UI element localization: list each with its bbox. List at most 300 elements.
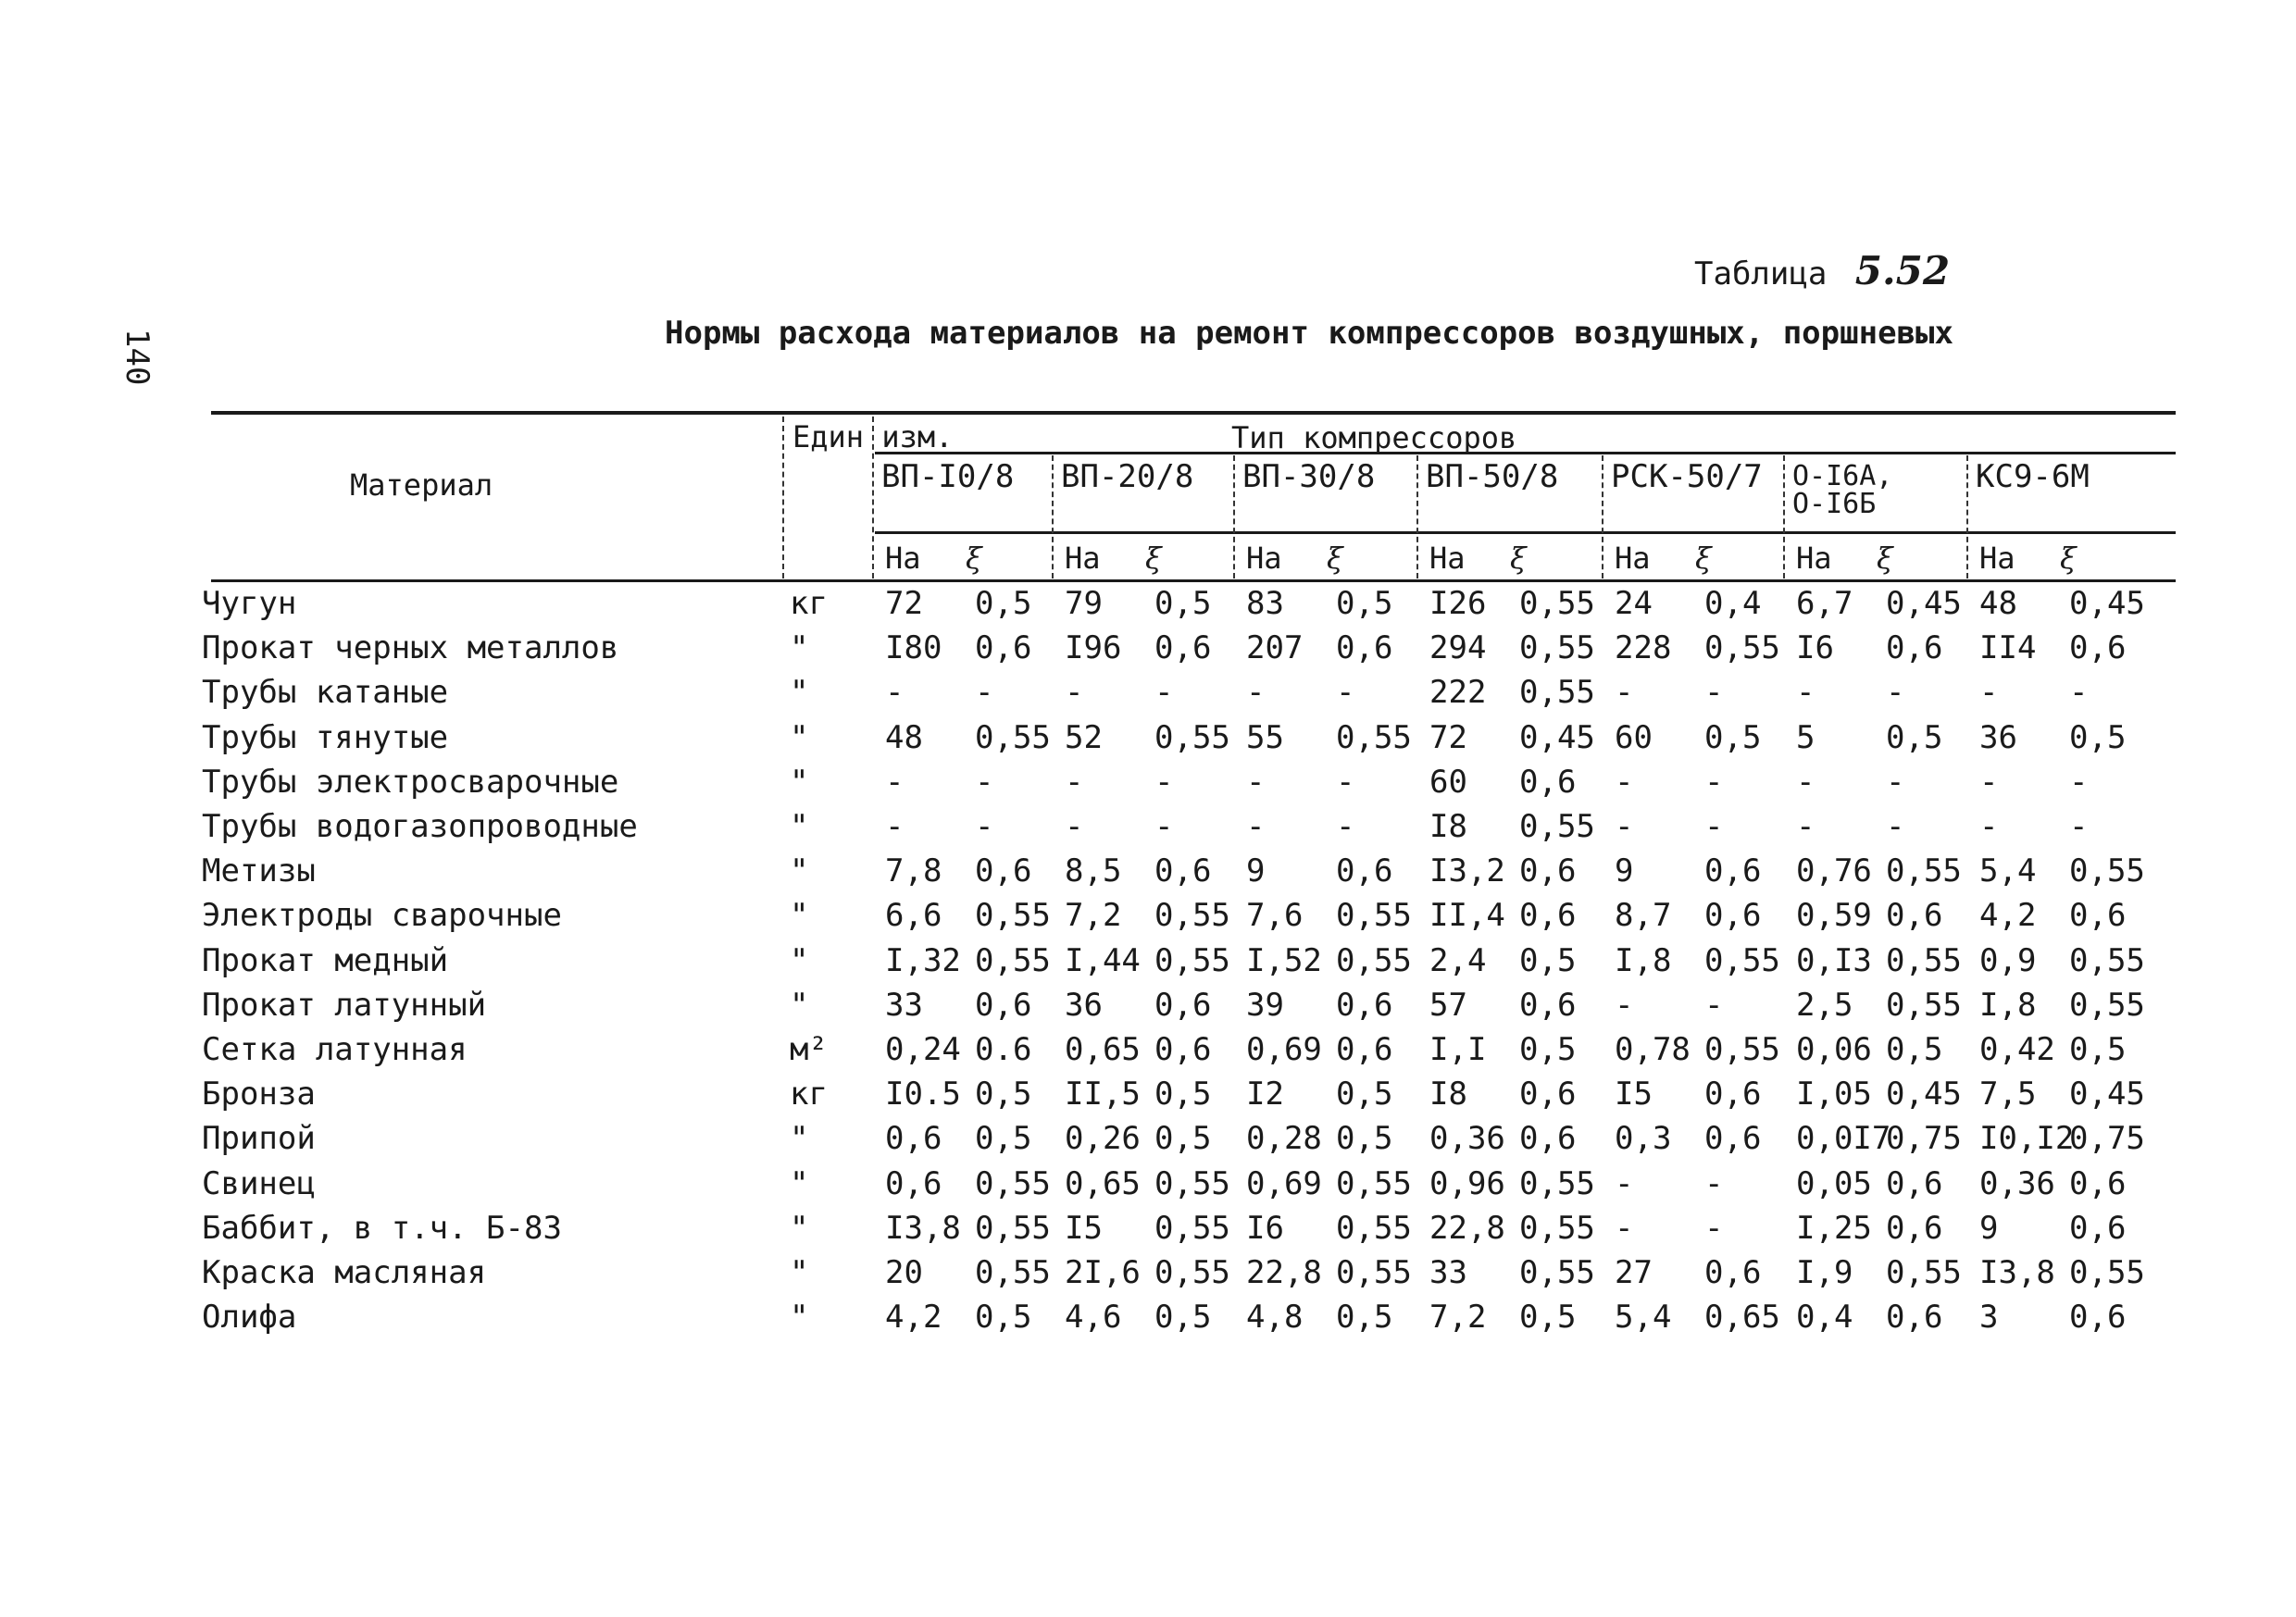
table-row — [0, 585, 2296, 629]
xi-value-cell: 0,6 — [1519, 986, 1577, 1024]
na-value-cell: 72 — [885, 585, 923, 622]
xi-value-cell: 0,6 — [1704, 1076, 1762, 1113]
xi-value-cell: 0,5 — [1154, 1299, 1212, 1337]
xi-value-cell: 0,6 — [1154, 1031, 1212, 1068]
na-value-cell: 7,8 — [885, 852, 942, 890]
xi-value-cell: 0,55 — [2069, 852, 2145, 890]
xi-value-cell: 0,6 — [1886, 1209, 1943, 1247]
na-value-cell: - — [1615, 674, 1634, 712]
na-value-cell: I6 — [1246, 1209, 1284, 1247]
na-value-cell: - — [1065, 674, 1084, 712]
xi-value-cell: 0,6 — [1336, 1031, 1393, 1068]
xi-value-cell: - — [975, 808, 994, 845]
na-value-cell: 4,2 — [1979, 897, 2037, 935]
xi-value-cell: 0,55 — [975, 1209, 1051, 1247]
material-cell: Трубы электросварочные — [202, 763, 619, 801]
na-value-cell: 0,28 — [1246, 1120, 1322, 1158]
na-value-cell: 55 — [1246, 718, 1284, 756]
unit-cell: " — [790, 763, 809, 801]
table-row — [0, 942, 2296, 987]
na-value-cell: 0,76 — [1796, 852, 1872, 890]
material-cell: Прокат черных металлов — [202, 629, 619, 667]
sub-header-xi: ξ — [1327, 541, 1343, 576]
xi-value-cell: 0,55 — [1336, 1209, 1412, 1247]
xi-value-cell: - — [1704, 1164, 1724, 1202]
xi-value-cell: - — [1886, 808, 1905, 845]
xi-value-cell: 0,45 — [2069, 585, 2145, 622]
na-value-cell: 36 — [1979, 718, 2017, 756]
xi-value-cell: 0,6 — [1154, 629, 1212, 667]
xi-value-cell: - — [1154, 674, 1174, 712]
compressor-header: О-I6А, О-I6Б — [1792, 460, 1893, 520]
xi-value-cell: 0,5 — [1336, 1120, 1393, 1158]
na-value-cell: 9 — [1979, 1209, 1999, 1247]
na-value-cell: - — [1065, 763, 1084, 801]
xi-value-cell: 0,55 — [1154, 897, 1230, 935]
na-value-cell: I6 — [1796, 629, 1834, 667]
na-value-cell: 0,36 — [1429, 1120, 1505, 1158]
xi-value-cell: 0,55 — [1519, 629, 1595, 667]
na-value-cell: 27 — [1615, 1254, 1653, 1291]
xi-value-cell: 0,5 — [1336, 585, 1393, 622]
xi-value-cell: 0,55 — [975, 1164, 1051, 1202]
xi-value-cell: - — [1886, 674, 1905, 712]
xi-value-cell: 0,5 — [2069, 1031, 2127, 1068]
xi-value-cell: 0,6 — [1519, 852, 1577, 890]
xi-value-cell: 0,5 — [1519, 1299, 1577, 1337]
na-value-cell: - — [1246, 808, 1266, 845]
na-value-cell: - — [1796, 763, 1816, 801]
xi-value-cell: 0,5 — [1886, 718, 1943, 756]
unit-cell: " — [790, 1254, 809, 1291]
xi-value-cell: - — [1704, 763, 1724, 801]
xi-value-cell: - — [1704, 808, 1724, 845]
na-value-cell: - — [1615, 808, 1634, 845]
xi-value-cell: 0,6 — [1519, 1120, 1577, 1158]
na-value-cell: 0,6 — [885, 1164, 942, 1202]
xi-value-cell: 0,6 — [2069, 897, 2127, 935]
xi-value-cell: 0,55 — [1704, 629, 1780, 667]
xi-value-cell: 0,6 — [1886, 1299, 1943, 1337]
xi-value-cell: - — [1336, 763, 1355, 801]
xi-value-cell: 0,6 — [1886, 897, 1943, 935]
table-row — [0, 719, 2296, 764]
na-value-cell: - — [1979, 763, 1999, 801]
xi-value-cell: 0,55 — [1336, 1164, 1412, 1202]
material-cell: Припой — [202, 1120, 316, 1158]
xi-value-cell: - — [2069, 808, 2089, 845]
xi-value-cell: 0,55 — [1154, 1209, 1230, 1247]
xi-value-cell: - — [2069, 674, 2089, 712]
na-value-cell: 8,7 — [1615, 897, 1672, 935]
na-value-cell: 33 — [885, 986, 923, 1024]
material-cell: Трубы тянутые — [202, 718, 449, 756]
xi-value-cell: 0,55 — [1886, 986, 1962, 1024]
xi-value-cell: 0,55 — [1336, 941, 1412, 979]
na-value-cell: I,52 — [1246, 941, 1322, 979]
xi-value-cell: 0,5 — [1154, 1076, 1212, 1113]
sub-header-na: На — [885, 541, 921, 576]
material-cell: Метизы — [202, 852, 316, 890]
xi-value-cell: 0,55 — [975, 718, 1051, 756]
xi-value-cell: 0,6 — [1886, 1164, 1943, 1202]
na-value-cell: - — [1796, 808, 1816, 845]
na-value-cell: I0.5 — [885, 1076, 961, 1113]
xi-value-cell: - — [1886, 763, 1905, 801]
sub-header-xi: ξ — [1145, 541, 1162, 576]
unit-cell: " — [790, 941, 809, 979]
sub-header-xi: ξ — [1695, 541, 1712, 576]
xi-value-cell: 0,55 — [1519, 1164, 1595, 1202]
table-header-rule — [211, 579, 2176, 582]
na-value-cell: 0,06 — [1796, 1031, 1872, 1068]
sub-header-na: На — [1429, 541, 1466, 576]
na-value-cell: 9 — [1246, 852, 1266, 890]
na-value-cell: I0,I2 — [1979, 1120, 2075, 1158]
xi-value-cell: 0,6 — [975, 629, 1032, 667]
sub-header-na: На — [1979, 541, 2015, 576]
xi-value-cell: 0,5 — [975, 585, 1032, 622]
unit-cell: " — [790, 1299, 809, 1337]
xi-value-cell: 0,75 — [1886, 1120, 1962, 1158]
xi-value-cell: 0,5 — [1336, 1299, 1393, 1337]
na-value-cell: - — [1246, 674, 1266, 712]
na-value-cell: I5 — [1065, 1209, 1103, 1247]
unit-cell: " — [790, 1164, 809, 1202]
compressor-header: ВП-20/8 — [1061, 458, 1194, 495]
unit-column-divider — [782, 417, 784, 578]
xi-value-cell: 0,6 — [1519, 763, 1577, 801]
sub-header-xi: ξ — [1510, 541, 1527, 576]
xi-value-cell: - — [1154, 763, 1174, 801]
na-value-cell: 0,42 — [1979, 1031, 2055, 1068]
na-value-cell: 0,78 — [1615, 1031, 1691, 1068]
xi-value-cell: 0,5 — [1519, 1031, 1577, 1068]
xi-value-cell: 0,55 — [1886, 1254, 1962, 1291]
xi-value-cell: 0,5 — [1704, 718, 1762, 756]
xi-value-cell: 0,55 — [1154, 1254, 1230, 1291]
xi-value-cell: 0,55 — [1519, 1254, 1595, 1291]
group-divider — [1233, 455, 1235, 578]
na-value-cell: 0,I3 — [1796, 941, 1872, 979]
na-value-cell: 24 — [1615, 585, 1653, 622]
na-value-cell: 22,8 — [1429, 1209, 1505, 1247]
xi-value-cell: 0,55 — [1154, 941, 1230, 979]
xi-value-cell: 0,6 — [1336, 629, 1393, 667]
na-value-cell: 5,4 — [1979, 852, 2037, 890]
na-value-cell: - — [885, 808, 905, 845]
material-cell: Баббит, в т.ч. Б-83 — [202, 1209, 562, 1247]
xi-value-cell: 0,5 — [975, 1299, 1032, 1337]
xi-value-cell: 0,6 — [1519, 1076, 1577, 1113]
xi-value-cell: - — [975, 674, 994, 712]
xi-value-cell: - — [1336, 674, 1355, 712]
na-value-cell: 60 — [1615, 718, 1653, 756]
na-value-cell: 5 — [1796, 718, 1816, 756]
sub-header-xi: ξ — [2060, 541, 2077, 576]
table-label — [1694, 248, 1950, 293]
xi-value-cell: 0,5 — [2069, 718, 2127, 756]
xi-value-cell: 0,55 — [1519, 808, 1595, 845]
na-value-cell: - — [1979, 808, 1999, 845]
xi-value-cell: 0,55 — [1704, 941, 1780, 979]
na-value-cell: I5 — [1615, 1076, 1653, 1113]
xi-value-cell: 0,5 — [1519, 941, 1577, 979]
material-cell: Чугун — [202, 585, 297, 622]
sub-header-xi: ξ — [966, 541, 982, 576]
na-value-cell: 4,8 — [1246, 1299, 1304, 1337]
sub-header-na: На — [1615, 541, 1651, 576]
unit-cell: кг — [790, 585, 828, 622]
na-value-cell: I3,8 — [885, 1209, 961, 1247]
table-row — [0, 629, 2296, 674]
table-label-text: Таблица — [1694, 255, 1828, 292]
na-value-cell: I,25 — [1796, 1209, 1872, 1247]
xi-value-cell: 0,6 — [1519, 897, 1577, 935]
unit-cell: " — [790, 674, 809, 712]
xi-value-cell: 0,6 — [1704, 897, 1762, 935]
unit-cell: " — [790, 718, 809, 756]
xi-value-cell: 0,55 — [1704, 1031, 1780, 1068]
table-top-rule — [211, 411, 2176, 415]
xi-value-cell: 0,6 — [2069, 1299, 2127, 1337]
table-row — [0, 764, 2296, 808]
table-row — [0, 1299, 2296, 1343]
na-value-cell: II,5 — [1065, 1076, 1141, 1113]
compressor-header: ВП-50/8 — [1426, 458, 1559, 495]
xi-value-cell: 0,55 — [1336, 897, 1412, 935]
xi-value-cell: 0,45 — [1519, 718, 1595, 756]
xi-value-cell: 0,55 — [2069, 986, 2145, 1024]
xi-value-cell: 0,5 — [975, 1120, 1032, 1158]
xi-value-cell: 0,6 — [2069, 1164, 2127, 1202]
xi-value-cell: - — [1704, 1209, 1724, 1247]
xi-value-cell: - — [1704, 986, 1724, 1024]
xi-value-cell: 0,65 — [1704, 1299, 1780, 1337]
na-value-cell: 4,2 — [885, 1299, 942, 1337]
xi-value-cell: 0,6 — [1704, 1120, 1762, 1158]
na-value-cell: 20 — [885, 1254, 923, 1291]
na-value-cell: 0,9 — [1979, 941, 2037, 979]
unit-cell: " — [790, 852, 809, 890]
sub-header-xi: ξ — [1877, 541, 1893, 576]
xi-value-cell: 0,6 — [2069, 629, 2127, 667]
xi-value-cell: 0,6 — [1704, 852, 1762, 890]
xi-value-cell: 0,55 — [1886, 852, 1962, 890]
na-value-cell: I8 — [1429, 808, 1467, 845]
na-value-cell: 0,6 — [885, 1120, 942, 1158]
na-value-cell: 9 — [1615, 852, 1634, 890]
header-unit: Един изм. — [792, 419, 954, 454]
xi-value-cell: - — [1154, 808, 1174, 845]
xi-value-cell: 0,55 — [1154, 718, 1230, 756]
xi-value-cell: 0,55 — [1519, 674, 1595, 712]
unit-cell: " — [790, 1209, 809, 1247]
xi-value-cell: 0,5 — [1154, 1120, 1212, 1158]
xi-value-cell: 0,5 — [1154, 585, 1212, 622]
group-divider — [1602, 455, 1603, 578]
xi-value-cell: - — [1704, 674, 1724, 712]
na-value-cell: 83 — [1246, 585, 1284, 622]
na-value-cell: II,4 — [1429, 897, 1505, 935]
xi-value-cell: 0,75 — [2069, 1120, 2145, 1158]
na-value-cell: 48 — [1979, 585, 2017, 622]
na-value-cell: 0,05 — [1796, 1164, 1872, 1202]
xi-value-cell: 0,45 — [1886, 1076, 1962, 1113]
xi-value-cell: - — [2069, 763, 2089, 801]
na-value-cell: 0,3 — [1615, 1120, 1672, 1158]
na-value-cell: I26 — [1429, 585, 1487, 622]
na-value-cell: - — [1615, 1164, 1634, 1202]
material-cell: Краска масляная — [202, 1254, 487, 1291]
na-value-cell: II4 — [1979, 629, 2037, 667]
na-value-cell: 0,65 — [1065, 1031, 1141, 1068]
material-cell: Свинец — [202, 1164, 316, 1202]
compressor-header: ВП-30/8 — [1242, 458, 1376, 495]
unit-cell: " — [790, 808, 809, 845]
xi-value-cell: 0,55 — [1336, 1254, 1412, 1291]
na-value-cell: 0,59 — [1796, 897, 1872, 935]
na-value-cell: 2I,6 — [1065, 1254, 1141, 1291]
na-value-cell: I,32 — [885, 941, 961, 979]
xi-value-cell: 0,6 — [2069, 1209, 2127, 1247]
na-value-cell: - — [1615, 986, 1634, 1024]
xi-value-cell: - — [1336, 808, 1355, 845]
na-value-cell: I96 — [1065, 629, 1122, 667]
xi-value-cell: 0,55 — [975, 1254, 1051, 1291]
xi-value-cell: 0,6 — [975, 986, 1032, 1024]
unit-cell: м² — [790, 1031, 828, 1068]
type-header-rule — [875, 452, 2176, 454]
xi-value-cell: 0,5 — [1336, 1076, 1393, 1113]
xi-value-cell: 0,55 — [1154, 1164, 1230, 1202]
na-value-cell: 7,2 — [1429, 1299, 1487, 1337]
na-value-cell: I,8 — [1615, 941, 1672, 979]
xi-value-cell: 0,55 — [975, 897, 1051, 935]
material-cell: Олифа — [202, 1299, 297, 1337]
na-value-cell: 207 — [1246, 629, 1304, 667]
na-value-cell: 22,8 — [1246, 1254, 1322, 1291]
material-cell: Трубы водогазопроводные — [202, 808, 638, 845]
na-value-cell: I,9 — [1796, 1254, 1853, 1291]
xi-value-cell: 0,6 — [1704, 1254, 1762, 1291]
na-value-cell: I,I — [1429, 1031, 1487, 1068]
na-value-cell: 3 — [1979, 1299, 1999, 1337]
na-value-cell: 5,4 — [1615, 1299, 1672, 1337]
compressor-header: ВП-I0/8 — [881, 458, 1015, 495]
na-value-cell: 72 — [1429, 718, 1467, 756]
na-value-cell: 4,6 — [1065, 1299, 1122, 1337]
group-divider — [1966, 455, 1968, 578]
na-value-cell: 33 — [1429, 1254, 1467, 1291]
na-value-cell: 0,4 — [1796, 1299, 1853, 1337]
xi-value-cell: 0,55 — [1886, 941, 1962, 979]
na-value-cell: 60 — [1429, 763, 1467, 801]
na-value-cell: I3,8 — [1979, 1254, 2055, 1291]
na-value-cell: I,05 — [1796, 1076, 1872, 1113]
xi-value-cell: 0,55 — [1519, 585, 1595, 622]
xi-value-cell: 0,6 — [1886, 629, 1943, 667]
xi-value-cell: 0,5 — [975, 1076, 1032, 1113]
table-row — [0, 1076, 2296, 1120]
na-value-cell: - — [1615, 1209, 1634, 1247]
table-number: 5.52 — [1854, 248, 1951, 293]
material-cell: Сетка латунная — [202, 1031, 468, 1068]
xi-value-cell: 0,55 — [2069, 941, 2145, 979]
material-cell: Трубы катаные — [202, 674, 449, 712]
na-value-cell: 6,6 — [885, 897, 942, 935]
table-row — [0, 1254, 2296, 1299]
sub-header-na: На — [1065, 541, 1101, 576]
na-value-cell: - — [1246, 763, 1266, 801]
na-value-cell: 6,7 — [1796, 585, 1853, 622]
na-value-cell: I80 — [885, 629, 942, 667]
na-value-cell: 57 — [1429, 986, 1467, 1024]
na-value-cell: 0,24 — [885, 1031, 961, 1068]
table-row — [0, 674, 2296, 718]
na-value-cell: 7,6 — [1246, 897, 1304, 935]
unit-cell: " — [790, 1120, 809, 1158]
xi-value-cell: 0,55 — [975, 941, 1051, 979]
xi-value-cell: 0,4 — [1704, 585, 1762, 622]
na-value-cell: I,44 — [1065, 941, 1141, 979]
na-value-cell: 52 — [1065, 718, 1103, 756]
xi-value-cell: 0,6 — [1336, 852, 1393, 890]
table-row — [0, 1165, 2296, 1210]
unit-cell: " — [790, 897, 809, 935]
xi-value-cell: 0,6 — [1154, 852, 1212, 890]
na-value-cell: 7,2 — [1065, 897, 1122, 935]
na-value-cell: - — [885, 674, 905, 712]
xi-value-cell: 0,55 — [2069, 1254, 2145, 1291]
na-value-cell: 0,26 — [1065, 1120, 1141, 1158]
na-value-cell: 0,96 — [1429, 1164, 1505, 1202]
compressor-header: РСК-50/7 — [1611, 458, 1763, 495]
na-value-cell: 0,65 — [1065, 1164, 1141, 1202]
na-value-cell: 36 — [1065, 986, 1103, 1024]
na-value-cell: I,8 — [1979, 986, 2037, 1024]
na-value-cell: - — [885, 763, 905, 801]
na-value-cell: - — [1979, 674, 1999, 712]
na-value-cell: 2,5 — [1796, 986, 1853, 1024]
na-value-cell: I8 — [1429, 1076, 1467, 1113]
na-value-cell: - — [1615, 763, 1634, 801]
type-column-divider — [872, 417, 874, 578]
na-value-cell: - — [1065, 808, 1084, 845]
xi-value-cell: - — [975, 763, 994, 801]
table-row — [0, 1120, 2296, 1164]
group-divider — [1783, 455, 1785, 578]
xi-value-cell: 0,55 — [1336, 718, 1412, 756]
group-divider — [1416, 455, 1418, 578]
na-value-cell: 222 — [1429, 674, 1487, 712]
unit-cell: " — [790, 986, 809, 1024]
na-value-cell: 7,5 — [1979, 1076, 2037, 1113]
group-divider — [1052, 455, 1054, 578]
unit-cell: " — [790, 629, 809, 667]
xi-value-cell: 0,55 — [1519, 1209, 1595, 1247]
table-row — [0, 852, 2296, 897]
material-cell: Электроды сварочные — [202, 897, 562, 935]
na-value-cell: 0,36 — [1979, 1164, 2055, 1202]
xi-value-cell: 0,6 — [975, 852, 1032, 890]
material-cell: Прокат латунный — [202, 986, 487, 1024]
subheader-rule — [875, 531, 2176, 534]
unit-cell: кг — [790, 1076, 828, 1113]
page-title: Нормы расхода материалов на ремонт компрессоров воздушных, поршневых — [665, 315, 1953, 352]
xi-value-cell: 0.6 — [975, 1031, 1032, 1068]
table-row — [0, 1031, 2296, 1076]
